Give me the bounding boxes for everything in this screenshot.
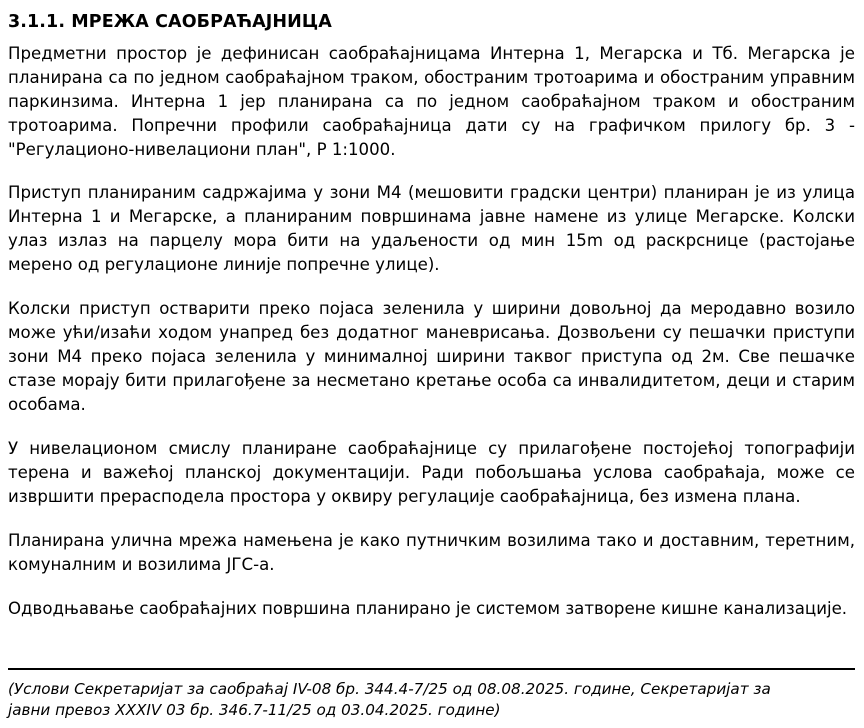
paragraph-zone-m4-access: Приступ планираним садржајима у зони М4 (мешовити градски центри) планиран је из улица Интерна 1 и Мегарске, а планираним површинама јавне намене из улице Мегарске. Колски улаз излаз на парцелу мора бити на удаљености од мин 15m од раскрснице (растојање мерено од регулационе линије попречне улице). (8, 183, 855, 275)
paragraph-levelling-topography: У нивелационом смислу планиране саобраћајнице су прилагођене постојећој топографији терена и важећој планској документацији. Ради побољшања услова саобраћаја, може се извршити прерасподела простора у оквиру регулације саобраћајница, без измена плана. (8, 439, 855, 507)
footnote-block (8, 668, 855, 722)
paragraph-stormwater-drainage: Одводњавање саобраћајних површина планирано је системом затворене кишне канализације. (8, 599, 848, 619)
footnote-divider (8, 668, 855, 670)
paragraph-vehicle-access-green-belt: Колски приступ остварити преко појаса зеленила у ширини довољној да меродавно возило може ући/изаћи ходом унапред без додатног маневрисања. Дозвољени су пешачки приступи зони М4 преко појаса зеленила у минималној ширини таквог приступа од 2м. Све пешачке стазе морају бити прилагођене за несметано кретање особа са инвалидитетом, деци и старим особама. (8, 299, 855, 415)
footnote-line-1: (Услови Секретаријат за саобраћај IV-08 бр. 344.4-7/25 од 08.08.2025. године, Секретаријат за (8, 679, 771, 698)
paragraph-road-network-definition: Предметни простор је дефинисан саобраћајницама Интерна 1, Мегарска и Тб. Мегарска је планирана са по једном саобраћајном траком, обостраним тротоарима и обостраним управним паркинзима. Интерна 1 јер планирана са по једном саобраћајном траком и обостраним тротоарима. Попречни профили саобраћајница дати су на графичком прилогу бр. 3 - "Регулационо-нивелациони план", Р 1:1000. (8, 43, 855, 159)
page-title: 3.1.1. МРЕЖА САОБРАЋАЈНИЦА (8, 12, 332, 32)
footnote-line-2: јавни превоз XXXIV 03 бр. 346.7-11/25 од 03.04.2025. године) (8, 701, 501, 720)
paragraph-street-network-vehicles: Планирана улична мрежа намењена је како путничким возилима тако и доставним, теретним, комуналним и возилима ЈГС-а. (8, 531, 855, 575)
footnote-reference (8, 679, 855, 722)
